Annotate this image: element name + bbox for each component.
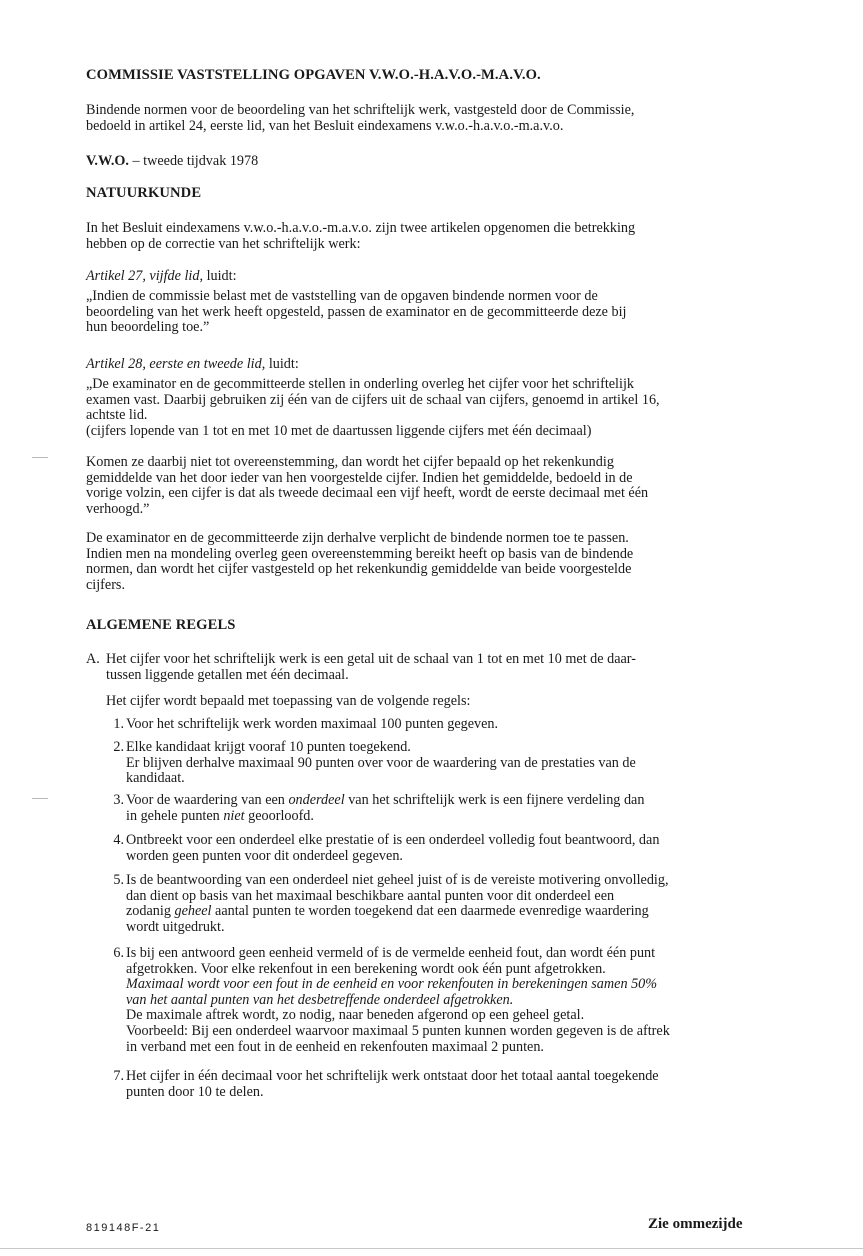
document-code: 819148F-21 bbox=[86, 1222, 161, 1234]
rule-line: Elke kandidaat krijgt vooraf 10 punten toegekend. bbox=[126, 739, 411, 755]
rule-line: dan dient op basis van het maximaal beschikbare aantal punten voor dit onderdeel een bbox=[126, 887, 615, 904]
rule-line bbox=[126, 793, 776, 809]
decree-line: In het Besluit eindexamens v.w.o.-h.a.v.o.-m.a.v.o. zijn twee artikelen opgenomen die betrekking bbox=[86, 220, 636, 236]
period-level: V.W.O. bbox=[86, 153, 129, 169]
decree-intro bbox=[86, 221, 776, 252]
quote-line: „De examinator en de gecommitteerde stellen in onderling overleg het cijfer voor het schriftelijk bbox=[86, 376, 634, 392]
commission-title: COMMISSIE VASTSTELLING OPGAVEN V.W.O.-H.A.V.O.-M.A.V.O. bbox=[86, 67, 541, 83]
quote-line: „Indien de commissie belast met de vaststelling van de opgaven bindende normen voor de bbox=[86, 288, 598, 304]
rule-text: van het schriftelijk werk is een fijnere verdeling dan bbox=[344, 792, 645, 808]
rule-3 bbox=[126, 793, 776, 824]
rule-number: 2. bbox=[113, 739, 124, 755]
period-text: – tweede tijdvak 1978 bbox=[128, 153, 259, 169]
rule-line: in verband met een fout in de eenheid en rekenfouten maximaal 2 punten. bbox=[126, 1038, 544, 1055]
rule-line: Voorbeeld: Bij een onderdeel waarvoor maximaal 5 punten kunnen worden gegeven is de aftrek bbox=[126, 1022, 670, 1039]
rule-line: De maximale aftrek wordt, zo nodig, naar beneden afgerond op een geheel getal. bbox=[126, 1007, 585, 1024]
rule-number: 6. bbox=[113, 945, 124, 961]
rule-emphasis: geheel bbox=[174, 903, 212, 920]
rule-line: Het cijfer in één decimaal voor het schriftelijk werk ontstaat door het totaal aantal toegekende bbox=[126, 1068, 659, 1084]
article-27-ref bbox=[86, 269, 237, 285]
rule-line: Ontbreekt voor een onderdeel elke prestatie of is een onderdeel volledig fout beantwoord, dan bbox=[126, 832, 660, 848]
rule-number: 7. bbox=[113, 1068, 124, 1084]
article-27-luidt: luidt: bbox=[203, 268, 237, 284]
quote-line: examen vast. Daarbij gebruiken zij één van de cijfers uit de schaal van cijfers, genoemd in artikel 16, bbox=[86, 391, 660, 408]
rule-line bbox=[126, 809, 776, 825]
rule-text: Voor de waardering van een bbox=[126, 792, 289, 808]
quote-line: gemiddelde van het door ieder van hen voorgestelde cijfer. Indien het gemiddelde, bedoeld in de bbox=[86, 469, 633, 486]
article-28-ref bbox=[86, 357, 299, 373]
decree-line: hebben op de correctie van het schriftelijk werk: bbox=[86, 235, 361, 252]
quote-line: beoordeling van het werk heeft opgesteld, passen de examinator en de gecommitteerde deze bij bbox=[86, 303, 627, 320]
article-27-label: Artikel 27, vijfde lid, bbox=[86, 268, 204, 284]
rule-number: 5. bbox=[113, 872, 124, 888]
rule-a-line: tussen liggende getallen met één decimaal. bbox=[106, 666, 349, 683]
rule-line: Is de beantwoording van een onderdeel niet geheel juist of is de vereiste motivering onvolledig, bbox=[126, 872, 669, 888]
intro-paragraph bbox=[86, 103, 776, 134]
rule-2 bbox=[126, 740, 776, 787]
rule-a-text bbox=[106, 652, 776, 683]
quote-line: achtste lid. bbox=[86, 407, 148, 424]
intro-line: Bindende normen voor de beoordeling van het schriftelijk werk, vastgesteld door de Commissie, bbox=[86, 102, 635, 118]
quote-line: Komen ze daarbij niet tot overeenstemming, dan wordt het cijfer bepaald op het rekenkundig bbox=[86, 454, 614, 470]
rule-a-line: Het cijfer voor het schriftelijk werk is een getal uit de schaal van 1 tot en met 10 met de daar- bbox=[106, 651, 636, 667]
rule-emphasis: onderdeel bbox=[288, 792, 345, 808]
rule-line-emphasis: van het aantal punten van het desbetreffende onderdeel afgetrokken. bbox=[126, 991, 514, 1008]
rule-line: Er blijven derhalve maximaal 90 punten over voor de waardering van de prestaties van de bbox=[126, 754, 636, 771]
rule-1 bbox=[126, 717, 776, 733]
rule-a-lead: Het cijfer wordt bepaald met toepassing van de volgende regels: bbox=[106, 693, 471, 709]
general-rules-heading: ALGEMENE REGELS bbox=[86, 617, 236, 633]
quote-line: hun beoordeling toe.” bbox=[86, 319, 210, 336]
quote-line: (cijfers lopende van 1 tot en met 10 met de daartussen liggende cijfers met één decimaal) bbox=[86, 422, 592, 439]
rule-text: zodanig bbox=[126, 903, 175, 920]
rule-7 bbox=[126, 1069, 776, 1100]
intro-line: bedoeld in artikel 24, eerste lid, van het Besluit eindexamens v.w.o.-h.a.v.o.-m.a.v.o. bbox=[86, 117, 564, 134]
obligation-line: cijfers. bbox=[86, 576, 125, 593]
article-28-label: Artikel 28, eerste en tweede lid, bbox=[86, 356, 266, 372]
rule-number: 3. bbox=[113, 792, 124, 808]
article-28-luidt: luidt: bbox=[265, 356, 299, 372]
obligation-line: De examinator en de gecommitteerde zijn derhalve verplicht de bindende normen toe te passen. bbox=[86, 530, 629, 546]
obligation-paragraph bbox=[86, 531, 776, 593]
subject-heading: NATUURKUNDE bbox=[86, 185, 202, 201]
quote-line: verhoogd.” bbox=[86, 500, 150, 517]
rule-line bbox=[126, 904, 776, 920]
rule-number: 1. bbox=[113, 716, 124, 732]
quote-line: vorige volzin, een cijfer is dat als tweede decimaal een vijf heeft, wordt de eerste decimaal met één bbox=[86, 485, 649, 502]
rule-line: kandidaat. bbox=[126, 770, 185, 787]
rule-line: wordt uitgedrukt. bbox=[126, 918, 225, 935]
rule-text: aantal punten te worden toegekend dat een daarmede evenredige waardering bbox=[211, 903, 649, 920]
obligation-line: Indien men na mondeling overleg geen overeenstemming bereikt heeft op basis van de bindende bbox=[86, 545, 634, 562]
rule-number: 4. bbox=[113, 832, 124, 848]
margin-mark bbox=[32, 457, 48, 458]
rule-line: Is bij een antwoord geen eenheid vermeld of is de vermelde eenheid fout, dan wordt één punt bbox=[126, 945, 656, 961]
margin-mark bbox=[32, 798, 48, 799]
turn-over-note: Zie ommezijde bbox=[648, 1216, 743, 1232]
rule-4 bbox=[126, 833, 776, 864]
rule-line-emphasis: Maximaal wordt voor een fout in de eenheid en voor rekenfouten in berekeningen samen 50% bbox=[126, 976, 658, 993]
rule-line: Voor het schriftelijk werk worden maximaal 100 punten gegeven. bbox=[126, 716, 499, 732]
rule-line: afgetrokken. Voor elke rekenfout in een berekening wordt ook één punt afgetrokken. bbox=[126, 960, 606, 977]
article-28-quote-p2 bbox=[86, 455, 776, 517]
period-line bbox=[86, 154, 258, 170]
article-27-quote bbox=[86, 289, 776, 336]
article-28-quote-p1 bbox=[86, 377, 776, 439]
rule-6 bbox=[126, 946, 776, 1055]
rule-text: geoorloofd. bbox=[244, 807, 314, 824]
rule-a-label: A. bbox=[86, 651, 100, 667]
obligation-line: normen, dan wordt het cijfer vastgesteld op het rekenkundig gemiddelde van beide voorgestelde bbox=[86, 561, 632, 578]
rule-line: punten door 10 te delen. bbox=[126, 1083, 264, 1100]
rule-5 bbox=[126, 873, 776, 935]
rule-emphasis: niet bbox=[223, 807, 245, 824]
rule-text: in gehele punten bbox=[126, 807, 224, 824]
rule-line: worden geen punten voor dit onderdeel gegeven. bbox=[126, 847, 403, 864]
page-bottom-border bbox=[0, 1248, 863, 1249]
